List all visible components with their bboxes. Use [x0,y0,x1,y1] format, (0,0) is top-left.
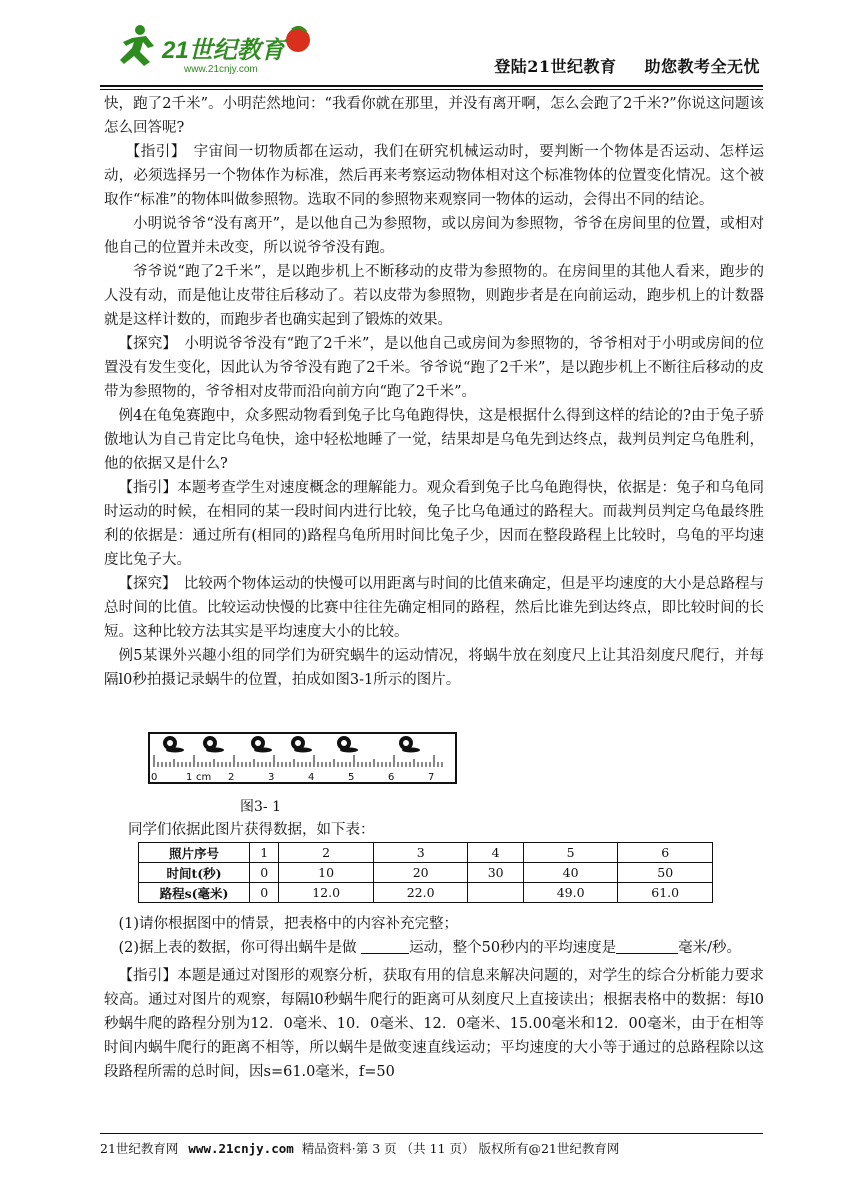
table-cell: 30 [468,863,523,883]
paragraph: 例4在龟兔赛跑中，众多熙动物看到兔子比乌龟跑得快，这是根据什么得到这样的结论的?由于兔子骄傲地认为自己肯定比乌龟快，途中轻松地睡了一觉，结果却是乌龟先到达终点，裁判员判定乌龟胜利，他的依据又是什么? [104,408,764,472]
table-cell: 50 [618,863,713,883]
ruler-unit: cm [196,772,212,783]
table-intro: 同学们依据此图片获得数据，如下表： [128,822,375,838]
ruler-num-3: 3 [268,772,275,783]
table-cell: 10 [279,863,374,883]
question-2-part-b: 运动，整个50秒内的平均速度是 [409,940,617,956]
paragraph: 【探究】 小明说爷爷没有“跑了2千米”，是以他自己或房间为参照物的，爷爷相对于小明或房间的位置没有发生变化，因此认为爷爷没有跑了2千米。爷爷说“跑了2千米”，是以跑步机上不断往后移动的皮带为参照物的，爷爷相对皮带而沿向前方向“跑了2千米”。 [104,336,764,400]
runner-icon [120,25,154,66]
paragraph: 例5某课外兴趣小组的同学们为研究蜗牛的运动情况，将蜗牛放在刻度尺上让其沿刻度尺爬行，并每隔l0秒拍摄记录蜗牛的位置，拍成如图3-1所示的图片。 [104,648,764,688]
guide-paragraph: 【指引】本题是通过对图形的观察分析，获取有用的信息来解决问题的，对学生的综合分析能力要求较高。通过对图片的观察，每隔l0秒蜗牛爬行的距离可从刻度尺上直接读出；根据表格中的数据：每l0秒蜗牛爬的路程分别为12．0毫米、10．0毫米、12．0毫米、15.00毫米和12．00毫米，由于在相等时间内蜗牛爬行的距离不相等，所以蜗牛是做变速直线运动；平均速度的大小等于通过的总路程除以这段路程所需的总时间，因s=61.0毫米，f=50 [104,968,764,1080]
table-cell: 61.0 [618,883,713,903]
footer-divider [100,1133,763,1134]
paragraph: 小明说爷爷“没有离开”，是以他自己为参照物，或以房间为参照物，爷爷在房间里的位置，或相对他自己的位置并未改变，所以说爷爷没有跑。 [104,216,764,256]
figure-caption: 图3- 1 [240,799,281,815]
page-footer [100,1139,763,1157]
data-table [138,842,713,903]
table-cell: 0 [250,883,279,903]
logo [110,20,330,80]
ruler-num-7: 7 [428,772,435,783]
table-cell: 4 [468,843,523,863]
footer-page-info: 精品资料·第 3 页 （共 11 页） 版权所有@21世纪教育网 [301,1141,620,1156]
footer-site: 21世纪教育网 [100,1141,179,1156]
table-cell: 1 [250,843,279,863]
table-cell: 3 [373,843,468,863]
header-slogan [466,54,760,77]
table-cell: 6 [618,843,713,863]
table-cell [468,883,523,903]
table-cell: 40 [523,863,618,883]
answer-blank-speed[interactable] [616,939,678,954]
paragraph: 爷爷说“跑了2千米”，是以跑步机上不断移动的皮带为参照物的。在房间里的其他人看来，跑步的人没有动，而是他让皮带往后移动了。若以皮带为参照物，则跑步者是在向前运动，跑步机上的计数器就是这样计数的，而跑步者也确实起到了锻炼的效果。 [104,264,764,328]
table-cell: 2 [279,843,374,863]
questions-section [104,912,764,1084]
logo-url: www.21cnjy.com [184,64,258,75]
table-row [139,883,713,903]
slogan-1: 登陆21世纪教育 [494,57,617,76]
row-label: 时间t(秒) [139,863,250,883]
slogan-2: 助您教考全无忧 [644,57,760,76]
paragraph: 【探究】 比较两个物体运动的快慢可以用距离与时间的比值来确定，但是平均速度的大小是总路程与总时间的比值。比较运动快慢的比赛中往往先确定相同的路程，然后比谁先到达终点，即比较时间的长短。这种比较方法其实是平均速度大小的比较。 [104,576,764,640]
question-2-part-c: 毫米/秒。 [678,940,741,956]
question-1: (1)请你根据图中的情景，把表格中的内容补充完整； [118,916,459,932]
ruler-image [148,729,458,787]
table-cell: 12.0 [279,883,374,903]
header-divider-thin [100,89,763,90]
ruler-num-0: 0 [151,772,158,783]
paragraph: 【指引】本题考查学生对速度概念的理解能力。观众看到兔子比乌龟跑得快，依据是：兔子和乌龟同时运动的时候，在相同的某一段时间内进行比较，兔子比乌龟通过的路程大。而裁判员判定乌龟最终胜利的依据是：通过所有(相同的)路程乌龟所用时间比兔子少，因而在整段路程上比较时，乌龟的平均速度比兔子大。 [104,480,764,568]
ruler-num-5: 5 [348,772,355,783]
table-cell: 49.0 [523,883,618,903]
table-cell: 0 [250,863,279,883]
table-row [139,863,713,883]
ruler-num-4: 4 [308,772,315,783]
table-cell: 20 [373,863,468,883]
header-divider [100,85,763,87]
ruler-num-1: 1 [186,772,193,783]
answer-blank-motion[interactable] [361,939,409,954]
footer-url[interactable]: www.21cnjy.com [188,1141,294,1156]
question-2 [104,936,764,960]
row-label: 照片序号 [139,843,250,863]
ruler-num-6: 6 [388,772,395,783]
ruler-figure [148,729,458,787]
table-row [139,843,713,863]
ruler-num-2: 2 [228,772,235,783]
table-cell: 5 [523,843,618,863]
paragraph: 【指引】 宇宙间一切物质都在运动，我们在研究机械运动时，要判断一个物体是否运动、怎样运动，必须选择另一个物体作为标准，然后再来考察运动物体相对这个标准物体的位置变化情况。这个被取作“标准”的物体叫做参照物。选取不同的参照物来观察同一物体的运动，会得出不同的结论。 [104,144,764,208]
row-label: 路程s(毫米) [139,883,250,903]
page-header [100,20,760,86]
table-cell: 22.0 [373,883,468,903]
question-2-part-a: (2)据上表的数据，你可得出蜗牛是做 [118,940,357,956]
logo-text: 21世纪教育 [162,37,285,64]
paragraph: 快，跑了2千米”。小明茫然地问：“我看你就在那里，并没有离开啊，怎么会跑了2千米?”你说这问题该怎么回答呢? [104,96,764,136]
main-content [104,92,764,692]
